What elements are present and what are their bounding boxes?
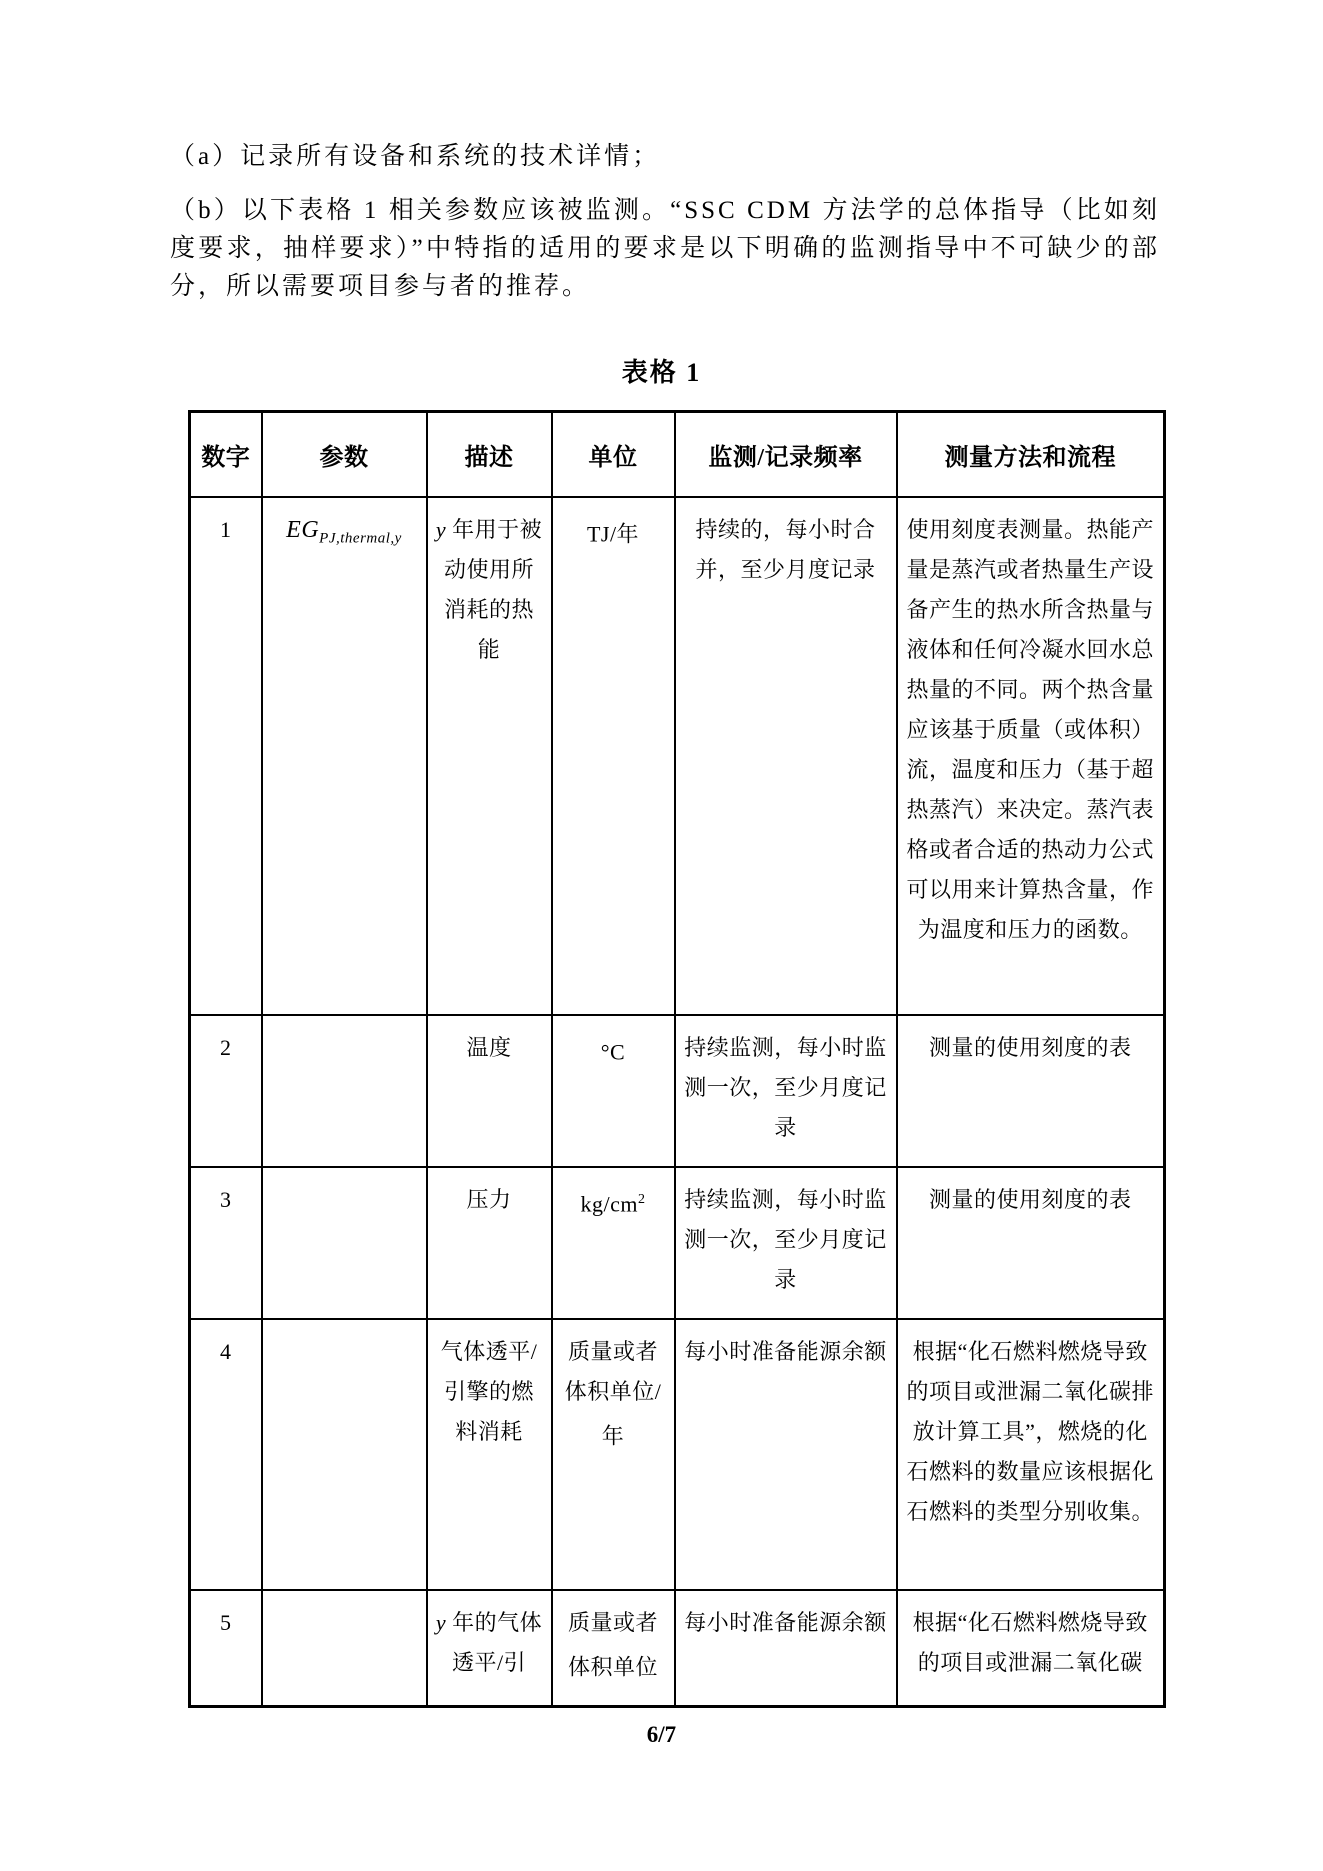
- cell-unit: [552, 1167, 675, 1319]
- cell-unit: [552, 1319, 675, 1590]
- col-header-description: 描述: [427, 412, 552, 497]
- col-header-parameter: 参数: [262, 412, 427, 497]
- cell-frequency: 持续监测，每小时监测一次，至少月度记录: [675, 1015, 897, 1167]
- cell-unit: [552, 497, 675, 1015]
- col-header-frequency: 监测/记录频率: [675, 412, 897, 497]
- col-header-method: 测量方法和流程: [897, 412, 1165, 497]
- cell-parameter: [262, 1167, 427, 1319]
- cell-parameter: [262, 497, 427, 1015]
- table-row: [190, 1015, 1165, 1167]
- unit-text: °C: [600, 1038, 626, 1064]
- cell-description: [427, 1015, 552, 1167]
- cell-frequency: 每小时准备能源余额: [675, 1319, 897, 1590]
- parameter-subscript: PJ,thermal,y: [319, 529, 402, 546]
- cell-method: 测量的使用刻度的表: [897, 1015, 1165, 1167]
- table-title: 表格 1: [621, 358, 702, 387]
- cell-method: 测量的使用刻度的表: [897, 1167, 1165, 1319]
- cell-frequency: 持续监测，每小时监测一次，至少月度记录: [675, 1167, 897, 1319]
- unit-superscript: 2: [638, 1191, 646, 1207]
- description-text: 压力: [466, 1186, 512, 1212]
- cell-method: 根据“化石燃料燃烧导致的项目或泄漏二氧化碳排放计算工具”，燃烧的化石燃料的数量应该根据化石燃料的类型分别收集。: [897, 1319, 1165, 1590]
- cell-description: [427, 497, 552, 1015]
- cell-method: 根据“化石燃料燃烧导致的项目或泄漏二氧化碳: [897, 1590, 1165, 1707]
- cell-method: 使用刻度表测量。热能产量是蒸汽或者热量生产设备产生的热水所含热量与液体和任何冷凝水回水总热量的不同。两个热含量应该基于质量（或体积）流，温度和压力（基于超热蒸汽）来决定。蒸汽表格或者合适的热动力公式可以用来计算热含量，作为温度和压力的函数。: [897, 497, 1165, 1015]
- paragraph-b: （b）以下表格 1 相关参数应该被监测。“SSC CDM 方法学的总体指导（比如刻度要求，抽样要求）”中特指的适用的要求是以下明确的监测指导中不可缺少的部分，所以需要项目参与者的推荐。: [170, 197, 1160, 300]
- cell-parameter: [262, 1590, 427, 1707]
- description-text: 气体透平/引擎的燃料消耗: [440, 1338, 538, 1444]
- cell-number: 3: [190, 1167, 262, 1319]
- description-variable: y: [435, 1609, 447, 1635]
- unit-text: TJ/年: [586, 520, 640, 546]
- col-header-unit: 单位: [552, 412, 675, 497]
- parameter-symbol: EG: [286, 516, 320, 543]
- description-text: 年的气体透平/引: [446, 1609, 543, 1675]
- cell-description: [427, 1590, 552, 1707]
- cell-number: 1: [190, 497, 262, 1015]
- description-variable: y: [435, 516, 447, 542]
- unit-text: 质量或者体积单位: [567, 1609, 658, 1679]
- cell-number: 5: [190, 1590, 262, 1707]
- cell-parameter: [262, 1015, 427, 1167]
- cell-frequency: 持续的，每小时合并，至少月度记录: [675, 497, 897, 1015]
- cell-unit: [552, 1015, 675, 1167]
- cell-number: 4: [190, 1319, 262, 1590]
- cell-unit: [552, 1590, 675, 1707]
- paragraph-a: （a）记录所有设备和系统的技术详情；: [170, 143, 661, 170]
- table-row: [190, 1319, 1165, 1590]
- col-header-number: 数字: [190, 412, 262, 497]
- cell-number: 2: [190, 1015, 262, 1167]
- description-text: 年用于被动使用所消耗的热能: [443, 516, 543, 662]
- table-row: [190, 1167, 1165, 1319]
- cell-frequency: 每小时准备能源余额: [675, 1590, 897, 1707]
- monitoring-parameters-table: [188, 410, 1166, 1708]
- unit-text: kg/cm: [580, 1190, 638, 1216]
- description-text: 温度: [466, 1034, 512, 1060]
- page-number: 6/7: [646, 1722, 677, 1747]
- cell-parameter: [262, 1319, 427, 1590]
- cell-description: [427, 1319, 552, 1590]
- table-row: [190, 1590, 1165, 1707]
- table-header-row: [190, 412, 1165, 497]
- table-row: [190, 497, 1165, 1015]
- cell-description: [427, 1167, 552, 1319]
- unit-text: 质量或者体积单位/年: [564, 1338, 662, 1448]
